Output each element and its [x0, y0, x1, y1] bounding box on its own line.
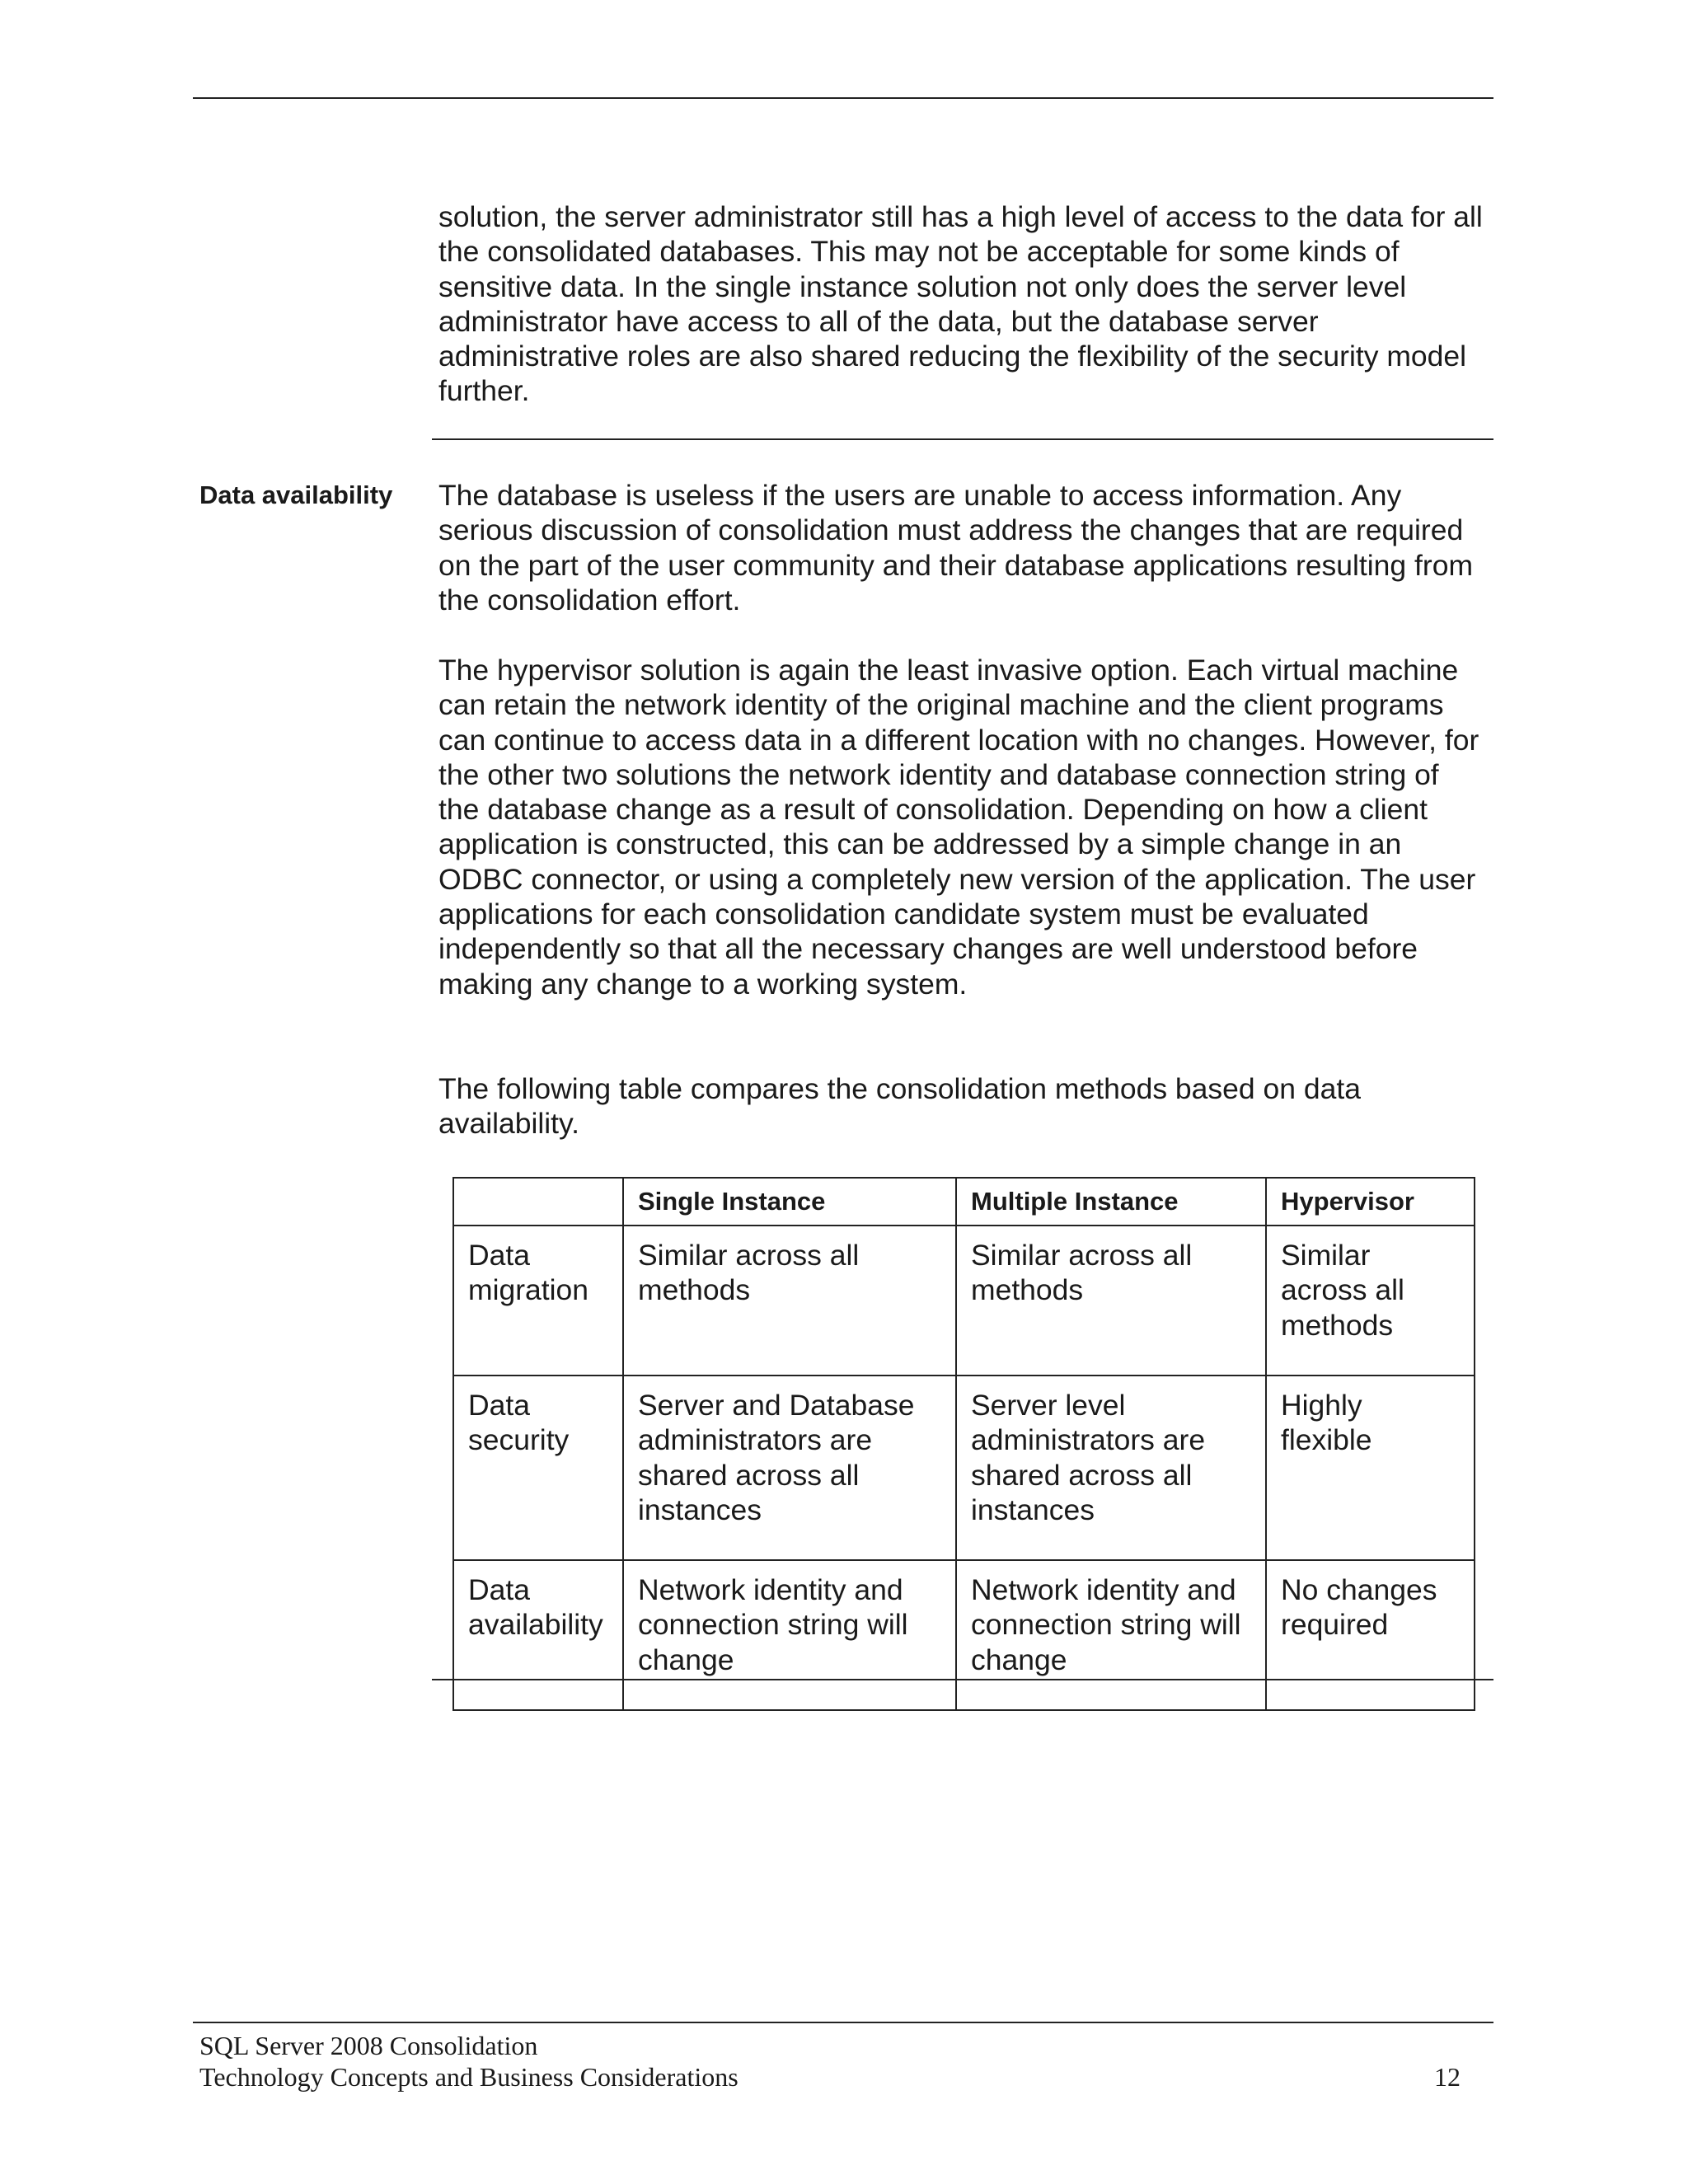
- table-cell: Similar across all methods: [1266, 1226, 1475, 1376]
- table-row: [453, 1376, 1475, 1560]
- row-label-cell: Data security: [453, 1376, 623, 1560]
- availability-paragraph-1: The database is useless if the users are unable to access information. Any serious discussion of consolidation must address the changes that are required on the part of the user community and their database applications resulting from the consolidation effort.: [438, 479, 1474, 616]
- table-cell: Similar across all methods: [956, 1226, 1266, 1376]
- availability-paragraph-3: The following table compares the consolidation methods based on data availability.: [438, 1072, 1361, 1141]
- intro-paragraph: solution, the server administrator still has a high level of access to the data for all the consolidated databases. This may not be acceptable for some kinds of sensitive data. In the single instance solution not only does the server level administrator have access to all of the data, but the database server administrative roles are also shared reducing the flexibility of the security model further.: [438, 200, 1483, 408]
- table-cell: Server level administrators are shared across all instances: [956, 1376, 1266, 1560]
- comparison-table: [452, 1177, 1475, 1711]
- table-row: [453, 1226, 1475, 1376]
- section-heading-data-availability: Data availability: [199, 480, 393, 509]
- table-cell: No changes required: [1266, 1560, 1475, 1710]
- table-header-row: [453, 1178, 1475, 1226]
- table-cell: Network identity and connection string will change: [623, 1560, 956, 1710]
- header-cell-single-instance: Single Instance: [623, 1178, 956, 1226]
- table-cell: Similar across all methods: [623, 1226, 956, 1376]
- row-label-cell: Data availability: [453, 1560, 623, 1710]
- header-cell-multiple-instance: Multiple Instance: [956, 1178, 1266, 1226]
- footer-subtitle: Technology Concepts and Business Considerations: [199, 2062, 738, 2092]
- footer-rule: [193, 2022, 1493, 2023]
- footer-title: SQL Server 2008 Consolidation: [199, 2031, 538, 2060]
- page-number: 12: [1434, 2062, 1461, 2092]
- header-cell-empty: [453, 1178, 623, 1226]
- table-row: [453, 1560, 1475, 1710]
- row-label-cell: Data migration: [453, 1226, 623, 1376]
- availability-paragraph-2: The hypervisor solution is again the least invasive option. Each virtual machine can retain the network identity of the original machine and the client programs can continue to access data in a different location with no changes. However, for the other two solutions the network identity and database connection string of the database change as a result of consolidation. Depending on how a client application is constructed, this can be addressed by a simple change in an ODBC connector, or using a completely new version of the application. The user applications for each consolidation candidate system must be evaluated independently so that all the necessary changes are well understood before making any change to a working system.: [438, 654, 1479, 1001]
- table-cell: Highly flexible: [1266, 1376, 1475, 1560]
- table-cell: Network identity and connection string will change: [956, 1560, 1266, 1710]
- header-cell-hypervisor: Hypervisor: [1266, 1178, 1475, 1226]
- table-cell: Server and Database administrators are shared across all instances: [623, 1376, 956, 1560]
- header-rule: [193, 97, 1493, 99]
- section-divider: [432, 438, 1493, 440]
- section-end-divider: [432, 1679, 1493, 1680]
